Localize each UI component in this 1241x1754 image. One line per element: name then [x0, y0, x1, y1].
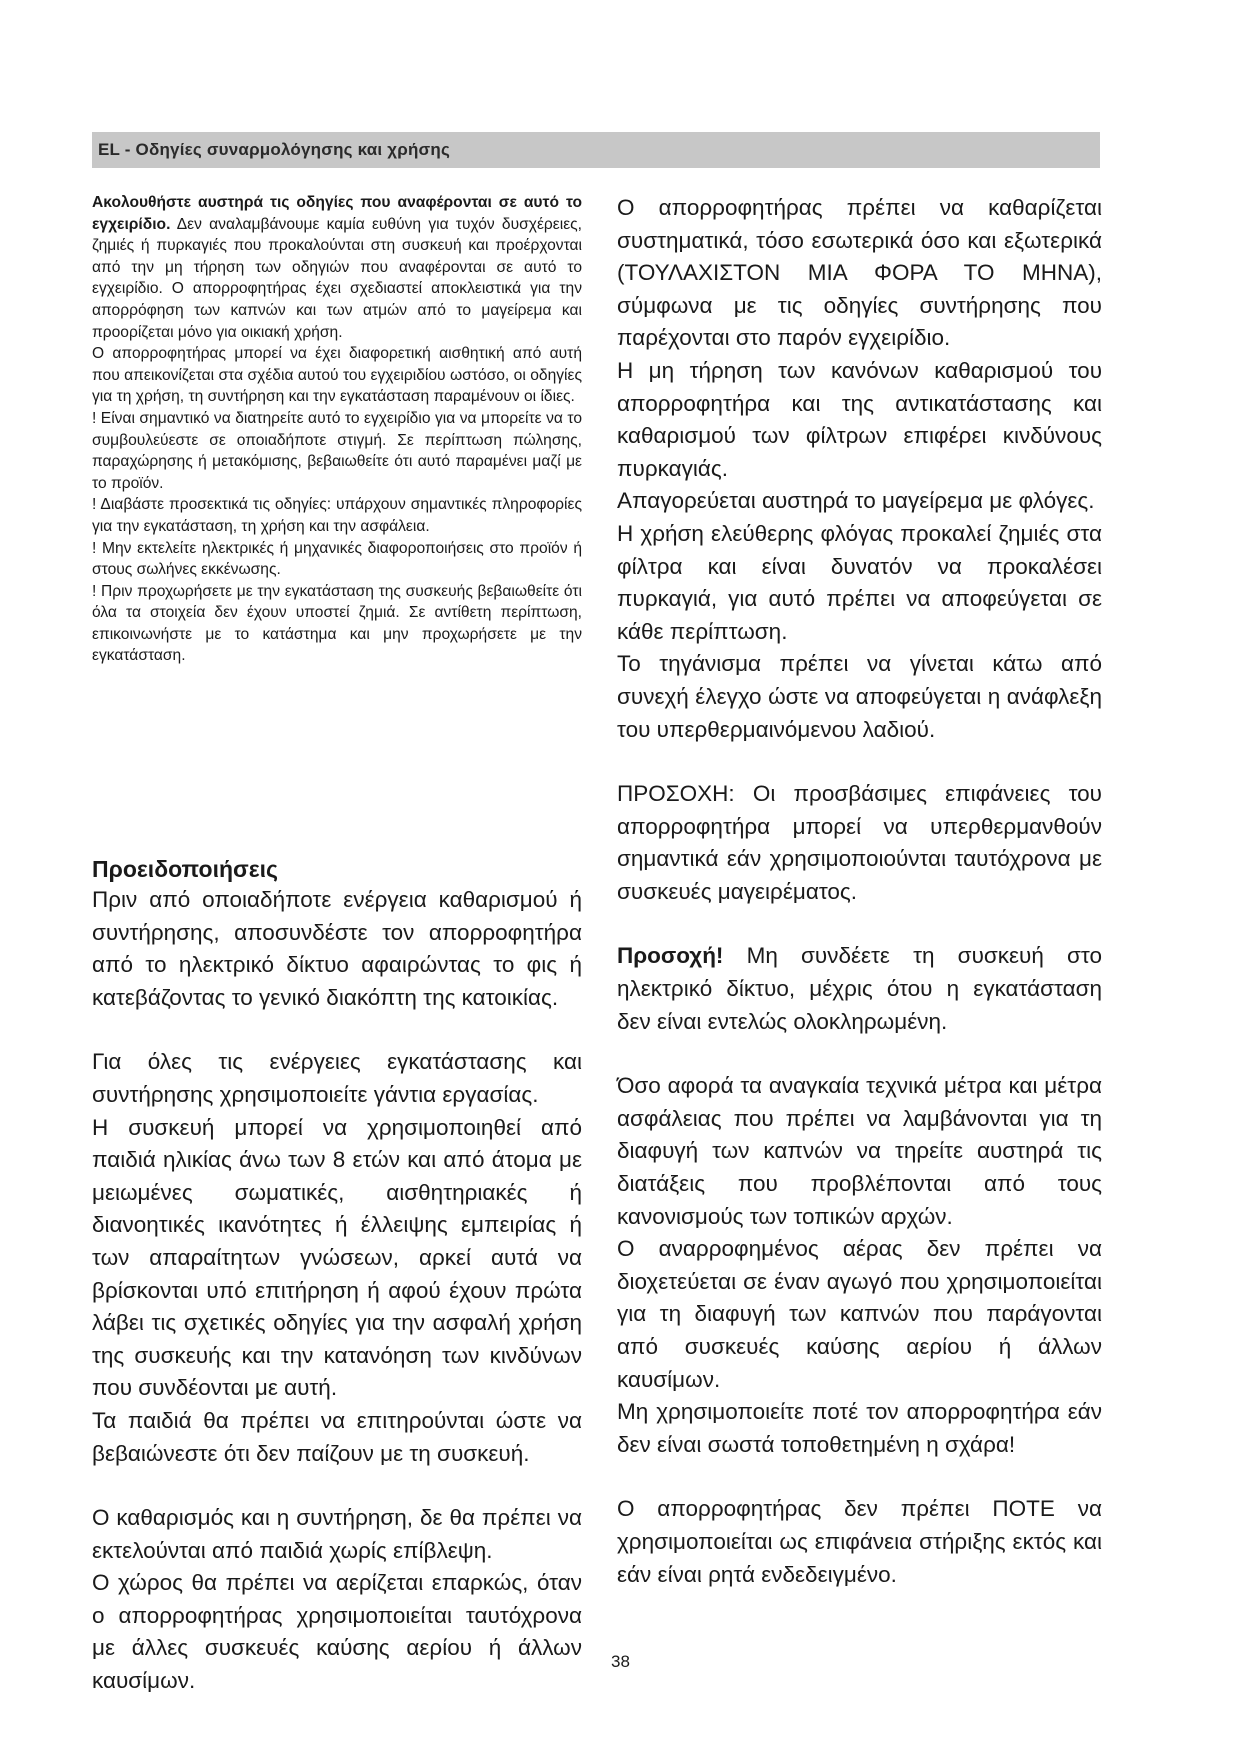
section-header-bar: [92, 132, 1100, 168]
intro-paragraph: ! Είναι σημαντικό να διατηρείτε αυτό το εγχειρίδιο για να μπορείτε να το συμβουλεύεστε σε οποιαδήποτε στιγμή. Σε περίπτωση πώλησης, παραχώρησης ή μετακόμισης, βεβαιωθείτε ότι αυτό παραμένει μαζί με το προϊόν.: [92, 409, 582, 492]
right-paragraph: Ο απορροφητήρας δεν πρέπει ΠΟΤΕ να χρησιμοποιείται ως επιφάνεια στήριξης εκτός και εάν είναι ρητά ενδεδειγμένο.: [617, 1496, 1102, 1587]
intro-lead: Ακολουθήστε αυστηρά τις οδηγίες που αναφέρονται σε αυτό το εγχειρίδιο.: [92, 194, 582, 233]
intro-paragraph: ! Διαβάστε προσεκτικά τις οδηγίες: υπάρχουν σημαντικές πληροφορίες για την εγκατάσταση, τη χρήση και την ασφάλεια.: [92, 496, 582, 535]
warnings-paragraph: Για όλες τις ενέργειες εγκατάστασης και συντήρησης χρησιμοποιείτε γάντια εργασίας.: [92, 1049, 582, 1107]
warnings-title: Προειδοποιήσεις: [92, 856, 279, 882]
right-paragraph: Το τηγάνισμα πρέπει να γίνεται κάτω από συνεχή έλεγχο ώστε να αποφεύγεται η ανάφλεξη του υπερθερμαινόμενου λαδιού.: [617, 651, 1102, 742]
intro-paragraph: Ο απορροφητήρας μπορεί να έχει διαφορετική αισθητική από αυτή που απεικονίζεται στα σχέδια αυτού του εγχειριδίου ωστόσο, οι οδηγίες για τη χρήση, τη συντήρηση και την εγκατάσταση παραμένουν οι ίδιες.: [92, 345, 582, 406]
warnings-paragraph: Ο χώρος θα πρέπει να αερίζεται επαρκώς, όταν ο απορροφητήρας χρησιμοποιείται ταυτόχρονα με άλλες συσκευές καύσης αερίου ή άλλων καυσίμων.: [92, 1570, 582, 1694]
right-paragraph: Μη χρησιμοποιείτε ποτέ τον απορροφητήρα εάν δεν είναι σωστά τοποθετημένη η σχάρα!: [617, 1399, 1102, 1457]
intro-paragraph: [92, 192, 582, 343]
intro-paragraph: ! Πριν προχωρήσετε με την εγκατάσταση της συσκευής βεβαιωθείτε ότι όλα τα στοιχεία δεν έχουν υποστεί ζημιά. Σε αντίθετη περίπτωση, επικοινωνήστε με το κατάστημα και μην προχωρήσετε με την εγκατάσταση.: [92, 582, 582, 665]
right-paragraph: ΠΡΟΣΟΧΗ: Οι προσβάσιμες επιφάνειες του απορροφητήρα μπορεί να υπερθερμανθούν σημαντικά εάν χρησιμοποιούνται ταυτόχρονα με συσκευές μαγειρέματος.: [617, 781, 1102, 904]
right-column: [617, 192, 1102, 1591]
warnings-paragraph: Η συσκευή μπορεί να χρησιμοποιηθεί από παιδιά ηλικίας άνω των 8 ετών και από άτομα με μειωμένες σωματικές, αισθητηριακές ή διανοητικές ικανότητες ή έλλειψης εμπειρίας ή των απαραίτητων γνώσεων, αρκεί αυτά να βρίσκονται υπό επιτήρηση ή αφού έχουν πρώτα λάβει τις σχετικές οδηγίες για την ασφαλή χρήση της συσκευής και την κατανόηση των κινδύνων που συνδέονται με αυτή.: [92, 1114, 582, 1401]
warnings-paragraph: Ο καθαρισμός και η συντήρηση, δε θα πρέπει να εκτελούνται από παιδιά χωρίς επίβλεψη.: [92, 1505, 582, 1563]
page-number: 38: [611, 1652, 630, 1671]
intro-paragraph: ! Μην εκτελείτε ηλεκτρικές ή μηχανικές διαφοροποιήσεις στο προϊόν ή στους σωλήνες εκκένωσης.: [92, 539, 582, 579]
intro-paragraph-rest: Δεν αναλαμβάνουμε καμία ευθύνη για τυχόν δυσχέρειες, ζημιές ή πυρκαγιές που προκαλούνται στη συσκευή και προέρχονται από την μη τήρηση των οδηγιών που αναφέρονται σε αυτό το εγχειρίδιο. Ο απορροφητήρας έχει σχεδιαστεί αποκλειστικά για την απορρόφηση των καπνών και των ατμών από το μαγείρεμα και προορίζεται μόνο για οικιακή χρήση.: [92, 215, 582, 341]
right-paragraph: [617, 940, 1102, 1038]
right-paragraph: Η χρήση ελεύθερης φλόγας προκαλεί ζημιές στα φίλτρα και είναι δυνατόν να προκαλέσει πυρκαγιά, για αυτό πρέπει να αποφεύγεται σε κάθε περίπτωση.: [617, 520, 1102, 644]
right-paragraph: Η μη τήρηση των κανόνων καθαρισμού του απορροφητήρα και της αντικατάστασης και καθαρισμού των φίλτρων επιφέρει κινδύνους πυρκαγιάς.: [617, 357, 1102, 481]
warnings-paragraph: Πριν από οποιαδήποτε ενέργεια καθαρισμού ή συντήρησης, αποσυνδέστε τον απορροφητήρα από το ηλεκτρικό δίκτυο αφαιρώντας το φις ή κατεβάζοντας το γενικό διακόπτη της κατοικίας.: [92, 887, 582, 1010]
right-paragraph: Απαγορεύεται αυστηρά το μαγείρεμα με φλόγες.: [617, 488, 1095, 514]
caution-text: Μη συνδέετε τη συσκευή στο ηλεκτρικό δίκτυο, μέχρις ότου η εγκατάσταση δεν είναι εντελώς ολοκληρωμένη.: [617, 943, 1102, 1034]
warnings-paragraph: Τα παιδιά θα πρέπει να επιτηρούνται ώστε να βεβαιώνεστε ότι δεν παίζουν με τη συσκευή.: [92, 1407, 582, 1466]
caution-label: Προσοχή!: [617, 943, 724, 969]
right-paragraph: Ο απορροφητήρας πρέπει να καθαρίζεται συστηματικά, τόσο εσωτερικά όσο και εξωτερικά (ΤΟΥΛΑΧΙΣΤΟΝ ΜΙΑ ΦΟΡΑ ΤΟ ΜΗΝΑ), σύμφωνα με τις οδηγίες συντήρησης που παρέχονται στο παρόν εγχειρίδιο.: [617, 195, 1102, 351]
warnings-section: [92, 854, 582, 1698]
section-header-title: EL - Οδηγίες συναρμολόγησης και χρήσης: [98, 140, 450, 159]
intro-text: [92, 192, 582, 667]
right-paragraph: Ο αναρροφημένος αέρας δεν πρέπει να διοχετεύεται σε έναν αγωγό που χρησιμοποιείται για τη διαφυγή των καπνών που παράγονται από συσκευές καύσης αερίου ή άλλων καυσίμων.: [617, 1236, 1102, 1392]
right-paragraph: Όσο αφορά τα αναγκαία τεχνικά μέτρα και μέτρα ασφάλειας που πρέπει να λαμβάνονται για τη διαφυγή των καπνών να τηρείτε αυστηρά τις διατάξεις που προβλέπονται από τους κανονισμούς των τοπικών αρχών.: [617, 1073, 1102, 1229]
